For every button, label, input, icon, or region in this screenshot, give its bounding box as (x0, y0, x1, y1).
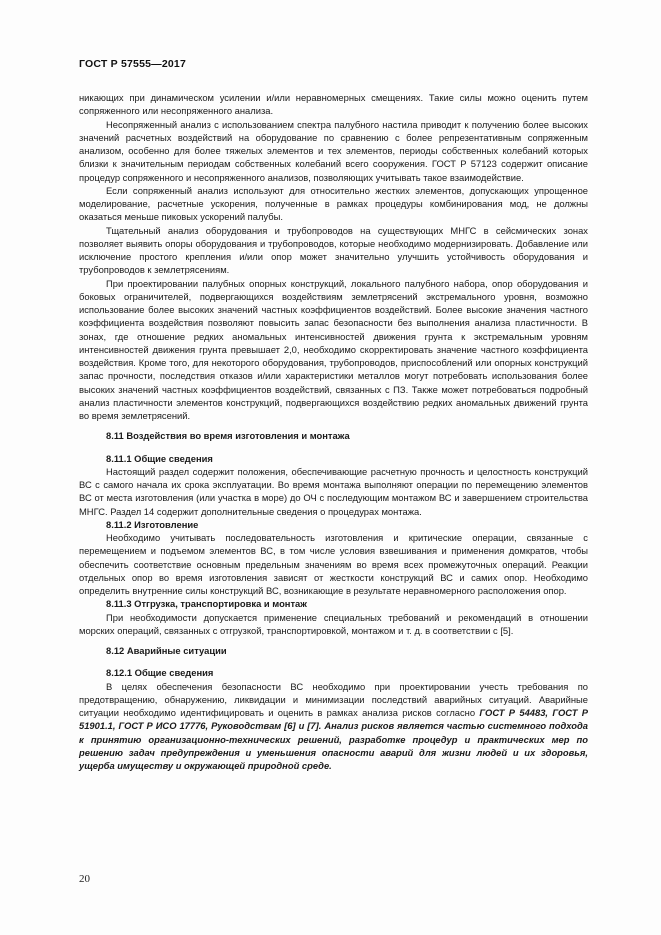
paragraph: Настоящий раздел содержит положения, обеспечивающие расчетную прочность и целостность конструкций ВС с самого начала их срока эксплуатации. Во время монтажа выполняют операции по перемещению элементов ВС от места изготовления (или участка в море) до ОЧ с последующим монтажом ВС и завершением строительства МНГС. Раздел 14 содержит дополнительные сведения о процедурах монтажа. (79, 465, 588, 517)
section-heading-8-12: 8.12 Аварийные ситуации (106, 645, 227, 656)
paragraph: Если сопряженный анализ используют для относительно жестких элементов, допускающих упрощенное моделирование, расчетные ускорения, полученные в рамках процедуры комбинирования мод, не должны оказаться меньше пиковых ускорений палубы. (79, 184, 588, 223)
document-header: ГОСТ Р 57555—2017 (79, 58, 187, 70)
paragraph (79, 680, 588, 773)
paragraph-plain-text: В целях обеспечения безопасности ВС необходимо при проектировании учесть требования по предотвращению, обнаружению, ликвидации и минимизации последствий аварийных ситуаций. Аварийные ситуации необходимо идентифицировать и оценить в рамках анализа рисков согласно (79, 680, 588, 718)
subsection-heading-8-12-1: 8.12.1 Общие сведения (106, 667, 214, 679)
paragraph: никающих при динамическом усилении и/или неравномерных смещениях. Такие силы можно оценить путем сопряженного или несопряженного анализа. (79, 92, 588, 117)
paragraph: Несопряженный анализ с использованием спектра палубного настила приводит к получению более высоких значений расчетных воздействий на оборудование по сравнению с более репрезентативным сопряженным анализом, особенно для более тяжелых элементов и тех элементов, периоды собственных колебаний которых близки к значительным периодам собственных колебаний всего сооружения. ГОСТ Р 57123 содержит описание процедур сопряженного и несопряженного анализов, позволяющих учитывать такое взаимодействие. (79, 118, 588, 183)
subsection-heading-8-11-1: 8.11.1 Общие сведения (106, 452, 213, 464)
paragraph: При необходимости допускается применение специальных требований и рекомендаций в отношении морских операций, связанных с отгрузкой, транспортировкой, монтажом и т. д. в соответствии с [5]. (79, 611, 588, 636)
subsection-heading-8-11-3: 8.11.3 Отгрузка, транспортировка и монтаж (106, 598, 307, 610)
paragraph-emphasized-text: ГОСТ Р 54483, ГОСТ Р 51901.1, ГОСТ Р ИСО 17776, Руководствам [6] и [7]. Анализ рисков является частью системного подхода к принятию организационно-технических решений, разработке процедур и практических мер по решению задач предупреждения и уменьшения опасности аварий для жизни людей и их здоровья, ущерба имуществу и окружающей природной среде. (79, 707, 588, 771)
paragraph: Необходимо учитывать последовательность изготовления и критические операции, связанные с перемещением и подъемом элементов ВС, в том числе условия взвешивания и применения домкратов, чтобы обеспечить соответствие основным предельным значениям во время всех промежуточных операций. Реакции отдельных опор во время изготовления зависят от жесткости конструкций ВС и самих опор. Необходимо определить внутренние силы конструкций ВС, возникающие в результате неравномерного расположения опор. (79, 532, 588, 596)
page-number: 20 (79, 873, 90, 885)
subsection-heading-8-11-2: 8.11.2 Изготовление (106, 518, 199, 530)
paragraph: При проектировании палубных опорных конструкций, локального палубного набора, опор оборудования и боковых ограничителей, подвергающихся воздействиям землетрясений экстремального уровня, возможно использование более высоких значений частных коэффициентов воздействий. Более высокие значения частного коэффициента воздействия позволяют повысить запас безопасности без выполнения анализа пластичности. В зонах, где отношение редких аномальных интенсивностей движения грунта к экстремальным уровням интенсивностей движения грунта превышает 2,0, необходимо скорректировать значение частного коэффициента воздействия. Кроме того, для некоторого оборудования, трубопроводов, приспособлений или опорных конструкций запас прочности, последствия отказов и/или характеристики металлов могут потребовать использования более высоких значений частных коэффициентов воздействий, связанных с ПЗ. Также может потребоваться подробный анализ пластичности элементов конструкций, подвергающихся воздействию редких аномальных движений грунта во время землетрясений. (79, 277, 588, 421)
section-heading-8-11: 8.11 Воздействия во время изготовления и монтажа (106, 430, 350, 442)
document-body (79, 91, 588, 772)
paragraph: Тщательный анализ оборудования и трубопроводов на существующих МНГС в сейсмических зонах позволяет выявить опоры оборудования и трубопроводов, которые необходимо модернизировать. Добавление или исключение простого крепления и/или опор может значительно улучшить устойчивость оборудования и трубопроводов к землетрясениям. (79, 224, 588, 276)
